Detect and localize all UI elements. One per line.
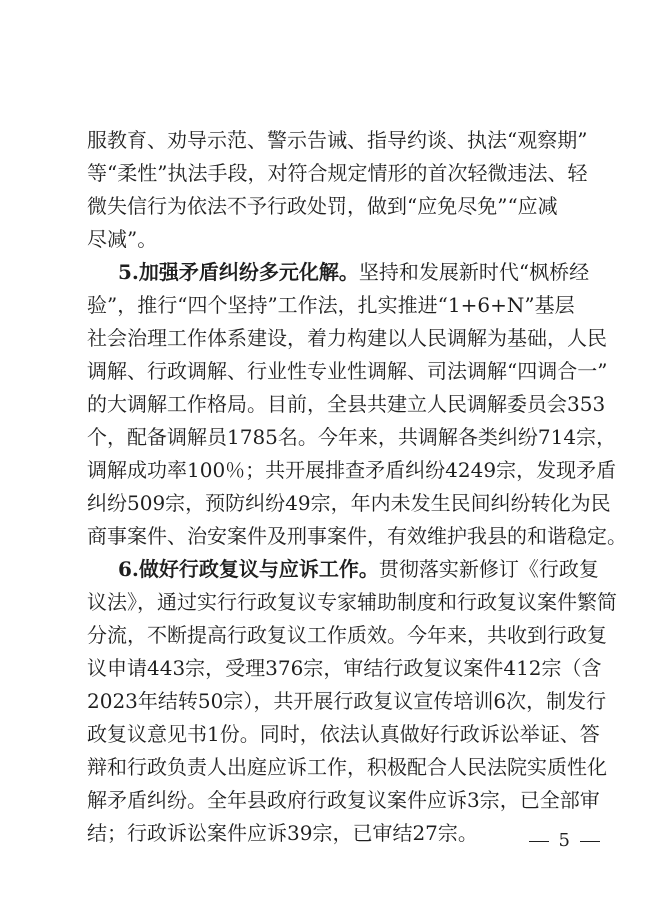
- text-line: 解矛盾纠纷。全年县政府行政复议案件应诉3宗，已全部审: [87, 788, 600, 812]
- text-line: 等“柔性”执法手段，对符合规定情形的首次轻微违法、轻: [87, 161, 588, 185]
- section-5-text: 坚持和发展新时代“枫桥经: [358, 260, 590, 284]
- section-6-heading: 6.做好行政复议与应诉工作。: [118, 557, 379, 581]
- text-line: 社会治理工作体系建设，着力构建以人民调解为基础，人民: [87, 326, 607, 350]
- text-line: 纠纷509宗，预防纠纷49宗，年内未发生民间纠纷转化为民: [87, 491, 611, 515]
- section-6-first-line: [118, 553, 599, 586]
- text-line: 调解成功率100％；共开展排查矛盾纠纷4249宗，发现矛盾: [87, 458, 617, 482]
- text-line: 2023年结转50宗），共开展行政复议宣传培训6次，制发行: [87, 689, 607, 713]
- text-line: 服教育、劝导示范、警示告诫、指导约谈、执法“观察期”: [87, 128, 588, 152]
- text-line: 结；行政诉讼案件应诉39宗，已审结27宗。: [87, 821, 478, 845]
- section-6-text: 贯彻落实新修订《行政复: [378, 557, 599, 581]
- text-line: 验”，推行“四个坚持”工作法，扎实推进“1+6+N”基层: [87, 293, 575, 317]
- page-number: [0, 830, 610, 851]
- page-number-value: 5: [558, 830, 570, 851]
- text-line: 议法》，通过实行行政复议专家辅助制度和行政复议案件繁简: [87, 590, 617, 614]
- text-line: 微失信行为依法不予行政处罚，做到“应免尽免”“应减: [87, 194, 558, 218]
- text-line: 商事案件、治安案件及刑事案件，有效维护我县的和谐稳定。: [87, 524, 627, 548]
- text-line: 尽减”。: [87, 227, 158, 251]
- text-line: 政复议意见书1份。同时，依法认真做好行政诉讼举证、答: [87, 722, 600, 746]
- section-5-first-line: [118, 256, 590, 289]
- page-number-dash-right: [580, 841, 600, 842]
- section-5-heading: 5.加强矛盾纠纷多元化解。: [118, 260, 359, 284]
- text-line: 辩和行政负责人出庭应诉工作，积极配合人民法院实质性化: [87, 755, 607, 779]
- text-line: 调解、行政调解、行业性专业性调解、司法调解“四调合一”: [87, 359, 608, 383]
- text-line: 的大调解工作格局。目前，全县共建立人民调解委员会353: [87, 392, 606, 416]
- text-line: 个，配备调解员1785名。今年来，共调解各类纠纷714宗，: [87, 425, 617, 449]
- text-line: 分流，不断提高行政复议工作质效。今年来，共收到行政复: [87, 623, 607, 647]
- page-number-dash-left: [529, 841, 549, 842]
- text-line: 议申请443宗，受理376宗，审结行政复议案件412宗（含: [87, 656, 602, 680]
